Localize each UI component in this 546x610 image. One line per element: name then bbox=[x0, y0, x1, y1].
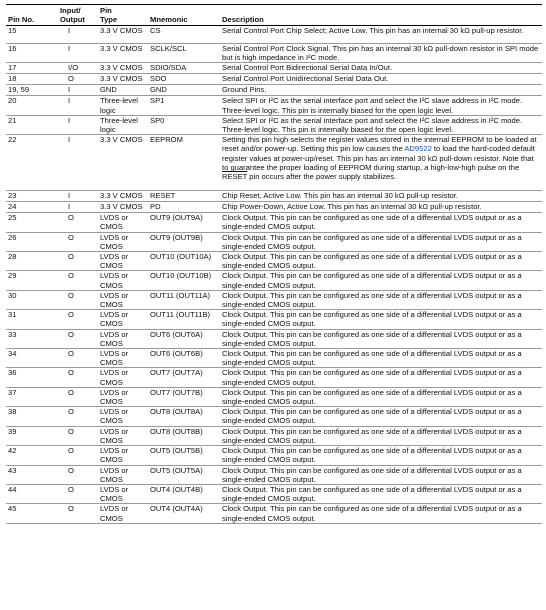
input-output-cell: O bbox=[58, 484, 98, 503]
mnemonic-cell bbox=[148, 426, 220, 445]
description-text: pin occurs after the power supply stabilizes. bbox=[247, 172, 397, 182]
description-cell: Clock Output. This pin can be configured as one side of a differential LVDS output or as a single-ended CMOS output. bbox=[220, 310, 542, 329]
description-cell: Clock Output. This pin can be configured as one side of a differential LVDS output or as a single-ended CMOS output. bbox=[220, 213, 542, 232]
description-cell: Serial Control Port Unidirectional Serial Data Out. bbox=[220, 74, 542, 85]
pin-number-cell: 19, 59 bbox=[6, 85, 58, 96]
table-row bbox=[6, 310, 542, 329]
pin-type-cell: 3.3 V CMOS bbox=[98, 202, 148, 213]
header-pin-type: Pin Type bbox=[98, 5, 148, 26]
pin-type-cell: LVDS or CMOS bbox=[98, 465, 148, 484]
mnemonic-text: SP0 bbox=[150, 115, 165, 125]
mnemonic-cell bbox=[148, 446, 220, 465]
description-cell: Ground Pins. bbox=[220, 85, 542, 96]
description-active-low: RESET bbox=[222, 172, 248, 182]
input-output-cell: I bbox=[58, 85, 98, 96]
mnemonic-cell bbox=[148, 44, 220, 63]
table-row bbox=[6, 252, 542, 271]
description-cell: Clock Output. This pin can be configured as one side of a differential LVDS output or as a single-ended CMOS output. bbox=[220, 252, 542, 271]
pin-number-cell: 33 bbox=[6, 329, 58, 348]
description-cell: Clock Output. This pin can be configured as one side of a differential LVDS output or as a single-ended CMOS output. bbox=[220, 290, 542, 309]
table-row bbox=[6, 407, 542, 426]
mnemonic-cell bbox=[148, 465, 220, 484]
pin-number-cell: 15 bbox=[6, 26, 58, 44]
description-cell: Clock Output. This pin can be configured as one side of a differential LVDS output or as a single-ended CMOS output. bbox=[220, 329, 542, 348]
pin-number-cell: 24 bbox=[6, 202, 58, 213]
mnemonic-active-low: RESET bbox=[150, 191, 176, 201]
table-row bbox=[6, 387, 542, 406]
pin-number-cell: 42 bbox=[6, 446, 58, 465]
mnemonic-cell bbox=[148, 252, 220, 271]
pin-type-cell: LVDS or CMOS bbox=[98, 232, 148, 251]
mnemonic-cell bbox=[148, 368, 220, 387]
mnemonic-cell bbox=[148, 504, 220, 523]
mnemonic-cell bbox=[148, 232, 220, 251]
mnemonic-active-low: OUT5 bbox=[150, 446, 171, 456]
pin-type-cell: 3.3 V CMOS bbox=[98, 63, 148, 74]
input-output-cell: O bbox=[58, 426, 98, 445]
input-output-cell: O bbox=[58, 213, 98, 232]
input-output-cell: I bbox=[58, 115, 98, 134]
table-row bbox=[6, 63, 542, 74]
description-cell: Clock Output. This pin can be configured as one side of a differential LVDS output or as a single-ended CMOS output. bbox=[220, 387, 542, 406]
mnemonic-cell bbox=[148, 387, 220, 406]
pin-number-cell: 29 bbox=[6, 271, 58, 290]
input-output-cell: O bbox=[58, 252, 98, 271]
mnemonic-cell bbox=[148, 349, 220, 368]
description-cell: Clock Output. This pin can be configured as one side of a differential LVDS output or as a single-ended CMOS output. bbox=[220, 465, 542, 484]
input-output-cell: I bbox=[58, 26, 98, 44]
mnemonic-text: SP1 bbox=[150, 96, 165, 106]
mnemonic-active-low: OUT10 bbox=[150, 271, 175, 281]
pin-number-cell: 26 bbox=[6, 232, 58, 251]
mnemonic-cell bbox=[148, 96, 220, 115]
pin-type-cell: GND bbox=[98, 85, 148, 96]
description-cell: Serial Control Port Clock Signal. This pin has an internal 30 kΩ pull-down resistor in SPI mode but is high impedance in I²C mode. bbox=[220, 44, 542, 63]
pin-number-cell: 22 bbox=[6, 135, 58, 191]
table-row bbox=[6, 202, 542, 213]
input-output-cell: O bbox=[58, 387, 98, 406]
description-cell: Clock Output. This pin can be configured as one side of a differential LVDS output or as a single-ended CMOS output. bbox=[220, 426, 542, 445]
pin-number-cell: 16 bbox=[6, 44, 58, 63]
mnemonic-cell bbox=[148, 74, 220, 85]
mnemonic-cell bbox=[148, 271, 220, 290]
mnemonic-cell bbox=[148, 115, 220, 134]
input-output-cell: O bbox=[58, 465, 98, 484]
pin-type-cell: LVDS or CMOS bbox=[98, 368, 148, 387]
mnemonic-text: GND bbox=[150, 85, 167, 95]
input-output-cell: O bbox=[58, 74, 98, 85]
table-row bbox=[6, 484, 542, 503]
input-output-cell: I bbox=[58, 191, 98, 202]
mnemonic-text: EEPROM bbox=[150, 135, 183, 145]
header-mnemonic: Mnemonic bbox=[148, 5, 220, 26]
table-row bbox=[6, 329, 542, 348]
table-row bbox=[6, 135, 542, 191]
pin-type-cell: 3.3 V CMOS bbox=[98, 135, 148, 191]
mnemonic-text: OUT9 (OUT9A) bbox=[150, 213, 203, 223]
pin-type-cell: LVDS or CMOS bbox=[98, 213, 148, 232]
header-pin-no: Pin No. bbox=[6, 5, 58, 26]
mnemonic-text: OUT11 (OUT11A) bbox=[150, 290, 211, 300]
mnemonic-text: SCLK/SCL bbox=[150, 44, 187, 53]
mnemonic-cell bbox=[148, 202, 220, 213]
header-input-output: Input/ Output bbox=[58, 5, 98, 26]
mnemonic-active-low: OUT6 bbox=[150, 349, 171, 359]
description-cell: Chip Power-Down, Active Low. This pin has an internal 30 kΩ pull-up resistor. bbox=[220, 202, 542, 213]
pin-number-cell: 18 bbox=[6, 74, 58, 85]
pin-type-cell: LVDS or CMOS bbox=[98, 504, 148, 523]
description-cell: Clock Output. This pin can be configured as one side of a differential LVDS output or as a single-ended CMOS output. bbox=[220, 368, 542, 387]
table-row bbox=[6, 271, 542, 290]
header-row bbox=[6, 5, 542, 26]
table-row bbox=[6, 74, 542, 85]
table-body bbox=[6, 26, 542, 524]
mnemonic-text: OUT4 (OUT4A) bbox=[150, 504, 203, 514]
pin-type-cell: Three-level logic bbox=[98, 96, 148, 115]
pin-number-cell: 37 bbox=[6, 387, 58, 406]
pin-type-cell: LVDS or CMOS bbox=[98, 407, 148, 426]
pin-type-cell: 3.3 V CMOS bbox=[98, 191, 148, 202]
input-output-cell: O bbox=[58, 407, 98, 426]
pin-type-cell: LVDS or CMOS bbox=[98, 310, 148, 329]
mnemonic-active-low: $\overline{CS}$ bbox=[150, 26, 161, 35]
description-cell: Clock Output. This pin can be configured as one side of a differential LVDS output or as a single-ended CMOS output. bbox=[220, 271, 542, 290]
mnemonic-cell bbox=[148, 329, 220, 348]
pin-number-cell: 38 bbox=[6, 407, 58, 426]
description-cell bbox=[220, 135, 542, 191]
mnemonic-text: (OUT11B) bbox=[173, 310, 211, 320]
description-cell: Select SPI or I²C as the serial interface port and select the I²C slave address in I²C mode. Three-level logic. This pin is internally biased for the open logic level. bbox=[220, 115, 542, 134]
pin-number-cell: 21 bbox=[6, 115, 58, 134]
mnemonic-cell bbox=[148, 63, 220, 74]
table-row bbox=[6, 232, 542, 251]
pin-type-cell: Three-level logic bbox=[98, 115, 148, 134]
mnemonic-text: (OUT8B) bbox=[170, 426, 203, 436]
pin-number-cell: 44 bbox=[6, 484, 58, 503]
pin-function-table-page bbox=[6, 4, 542, 524]
table-row bbox=[6, 465, 542, 484]
input-output-cell: O bbox=[58, 290, 98, 309]
part-number-link[interactable]: AD9522 bbox=[404, 144, 432, 154]
mnemonic-cell bbox=[148, 484, 220, 503]
mnemonic-active-low: OUT9 bbox=[150, 232, 171, 242]
pin-type-cell: LVDS or CMOS bbox=[98, 329, 148, 348]
table-row bbox=[6, 446, 542, 465]
pin-function-table bbox=[6, 4, 542, 524]
input-output-cell: O bbox=[58, 232, 98, 251]
pin-number-cell: 39 bbox=[6, 426, 58, 445]
pin-type-cell: LVDS or CMOS bbox=[98, 426, 148, 445]
input-output-cell: O bbox=[58, 349, 98, 368]
pin-type-cell: LVDS or CMOS bbox=[98, 349, 148, 368]
pin-number-cell: 23 bbox=[6, 191, 58, 202]
mnemonic-cell bbox=[148, 191, 220, 202]
pin-type-cell: LVDS or CMOS bbox=[98, 387, 148, 406]
description-cell: Chip Reset, Active Low. This pin has an internal 30 kΩ pull-up resistor. bbox=[220, 191, 542, 202]
description-cell: Serial Control Port Bidirectional Serial Data In/Out. bbox=[220, 63, 542, 74]
mnemonic-cell bbox=[148, 290, 220, 309]
mnemonic-cell bbox=[148, 85, 220, 96]
input-output-cell: O bbox=[58, 504, 98, 523]
mnemonic-cell bbox=[148, 407, 220, 426]
input-output-cell: I bbox=[58, 202, 98, 213]
input-output-cell: I/O bbox=[58, 63, 98, 74]
table-row bbox=[6, 349, 542, 368]
mnemonic-cell bbox=[148, 213, 220, 232]
input-output-cell: I bbox=[58, 135, 98, 191]
mnemonic-text: OUT5 (OUT5A) bbox=[150, 465, 203, 475]
mnemonic-text: (OUT7B) bbox=[170, 387, 203, 397]
pin-type-cell: 3.3 V CMOS bbox=[98, 26, 148, 44]
table-row bbox=[6, 368, 542, 387]
mnemonic-active-low: OUT8 bbox=[150, 426, 171, 436]
table-row bbox=[6, 115, 542, 134]
input-output-cell: I bbox=[58, 44, 98, 63]
input-output-cell: O bbox=[58, 310, 98, 329]
table-row bbox=[6, 290, 542, 309]
pin-number-cell: 45 bbox=[6, 504, 58, 523]
pin-type-cell: LVDS or CMOS bbox=[98, 290, 148, 309]
description-cell: Clock Output. This pin can be configured as one side of a differential LVDS output or as a single-ended CMOS output. bbox=[220, 349, 542, 368]
description-cell: Serial Control Port Chip Select; Active Low. This pin has an internal 30 kΩ pull-up resistor. bbox=[220, 26, 542, 44]
mnemonic-text: OUT8 (OUT8A) bbox=[150, 407, 203, 417]
header-description: Description bbox=[220, 5, 542, 26]
mnemonic-active-low: OUT4 bbox=[150, 484, 171, 494]
description-cell: Clock Output. This pin can be configured as one side of a differential LVDS output or as a single-ended CMOS output. bbox=[220, 407, 542, 426]
pin-type-cell: LVDS or CMOS bbox=[98, 271, 148, 290]
description-text: to load the hard-coded default register values at power-up/reset. This pin has an internal 30 kΩ pull-down resistor. Note that to guarantee the proper loading of EEPROM during startup, a high-low-high pulse on the bbox=[222, 144, 535, 172]
mnemonic-text: (OUT5B) bbox=[170, 446, 203, 456]
input-output-cell: O bbox=[58, 329, 98, 348]
pin-number-cell: 20 bbox=[6, 96, 58, 115]
mnemonic-cell bbox=[148, 135, 220, 191]
pin-number-cell: 30 bbox=[6, 290, 58, 309]
mnemonic-text: (OUT4B) bbox=[170, 484, 203, 494]
mnemonic-text: SDIO/SDA bbox=[150, 63, 187, 73]
description-cell: Clock Output. This pin can be configured as one side of a differential LVDS output or as a single-ended CMOS output. bbox=[220, 484, 542, 503]
table-row bbox=[6, 213, 542, 232]
mnemonic-text: (OUT6B) bbox=[170, 349, 203, 359]
table-row bbox=[6, 85, 542, 96]
mnemonic-active-low: OUT11 bbox=[150, 310, 174, 320]
pin-type-cell: 3.3 V CMOS bbox=[98, 74, 148, 85]
pin-type-cell: 3.3 V CMOS bbox=[98, 44, 148, 63]
input-output-cell: O bbox=[58, 271, 98, 290]
pin-type-cell: LVDS or CMOS bbox=[98, 252, 148, 271]
table-row bbox=[6, 44, 542, 63]
description-cell: Select SPI or I²C as the serial interface port and select the I²C slave address in I²C mode. Three-level logic. This pin is internally biased for the open logic level. bbox=[220, 96, 542, 115]
pin-number-cell: 36 bbox=[6, 368, 58, 387]
mnemonic-cell bbox=[148, 26, 220, 44]
mnemonic-text: OUT10 (OUT10A) bbox=[150, 252, 212, 262]
mnemonic-text: OUT7 (OUT7A) bbox=[150, 368, 203, 378]
mnemonic-text: OUT6 (OUT6A) bbox=[150, 329, 203, 339]
mnemonic-active-low: $\overline{PD}$ bbox=[150, 202, 161, 212]
table-row bbox=[6, 96, 542, 115]
table-header bbox=[6, 5, 542, 26]
description-cell: Clock Output. This pin can be configured as one side of a differential LVDS output or as a single-ended CMOS output. bbox=[220, 446, 542, 465]
pin-number-cell: 34 bbox=[6, 349, 58, 368]
table-row bbox=[6, 191, 542, 202]
pin-number-cell: 43 bbox=[6, 465, 58, 484]
mnemonic-active-low: OUT7 bbox=[150, 387, 171, 397]
pin-type-cell: LVDS or CMOS bbox=[98, 484, 148, 503]
mnemonic-text: (OUT9B) bbox=[170, 232, 203, 242]
table-row bbox=[6, 426, 542, 445]
input-output-cell: O bbox=[58, 446, 98, 465]
pin-number-cell: 28 bbox=[6, 252, 58, 271]
mnemonic-cell bbox=[148, 310, 220, 329]
pin-number-cell: 17 bbox=[6, 63, 58, 74]
pin-number-cell: 25 bbox=[6, 213, 58, 232]
table-row bbox=[6, 26, 542, 44]
pin-number-cell: 31 bbox=[6, 310, 58, 329]
input-output-cell: O bbox=[58, 368, 98, 387]
mnemonic-text: (OUT10B) bbox=[174, 271, 212, 281]
description-cell: Clock Output. This pin can be configured as one side of a differential LVDS output or as a single-ended CMOS output. bbox=[220, 504, 542, 523]
description-cell: Clock Output. This pin can be configured as one side of a differential LVDS output or as a single-ended CMOS output. bbox=[220, 232, 542, 251]
pin-type-cell: LVDS or CMOS bbox=[98, 446, 148, 465]
table-row bbox=[6, 504, 542, 523]
description-text: Setting this pin high selects the register values stored in the internal EEPROM to be loaded at reset and/or power-up. Setting this pin low causes the bbox=[222, 135, 537, 154]
input-output-cell: I bbox=[58, 96, 98, 115]
mnemonic-text: SDO bbox=[150, 74, 167, 84]
